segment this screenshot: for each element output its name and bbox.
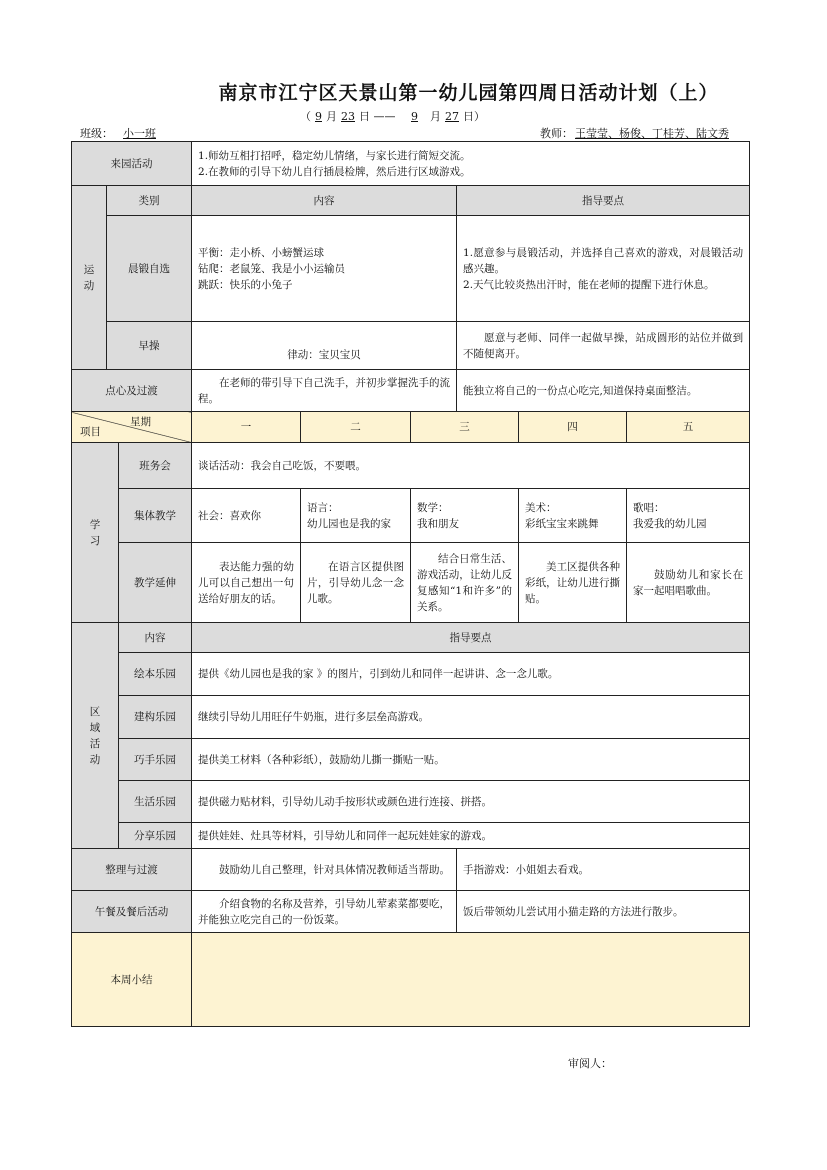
exercise-label: 早操: [107, 322, 192, 370]
area-text: 提供美工材料（各种彩纸），鼓励幼儿撕一撕贴一贴。: [192, 739, 750, 781]
group-thu: 美术： 彩纸宝宝来跳舞: [519, 489, 627, 543]
teaching-extension-label: 教学延伸: [119, 543, 192, 623]
area-text: 提供娃娃、灶具等材料，引导幼儿和同伴一起玩娃娃家的游戏。: [192, 823, 750, 849]
summary-content[interactable]: [192, 933, 750, 1027]
area-text: 提供磁力贴材料，引导幼儿动手按形状或颜色进行连接、拼搭。: [192, 781, 750, 823]
lunch-content: 介绍食物的名称及营养，引导幼儿荤素菜都要吃，并能独立吃完自己的一份饭菜。: [192, 891, 457, 933]
class-meeting-label: 班务会: [119, 443, 192, 489]
tidy-content: 鼓励幼儿自己整理，针对具体情况教师适当帮助。: [192, 849, 457, 891]
morning-label: 晨锻自选: [107, 216, 192, 322]
lunch-points: 饭后带领幼儿尝试用小猫走路的方法进行散步。: [457, 891, 750, 933]
tidy-label: 整理与过渡: [72, 849, 192, 891]
lunch-label: 午餐及餐后活动: [72, 891, 192, 933]
group-tue: 语言： 幼儿园也是我的家: [301, 489, 411, 543]
sports-col-points: 指导要点: [457, 186, 750, 216]
tidy-row: [72, 849, 750, 891]
exercise-row: [72, 322, 750, 370]
class-meeting-row: [72, 443, 750, 489]
sports-header-row: [72, 186, 750, 216]
day-fri: 五: [627, 412, 750, 443]
day-mon: 一: [192, 412, 301, 443]
area-row: [72, 653, 750, 696]
group-wed: 数学： 我和朋友: [411, 489, 519, 543]
teacher-value: 王莹莹、杨俊、丁桂芳、陆文秀: [575, 127, 729, 140]
morning-points: 1.愿意参与晨锻活动，并选择自己喜欢的游戏，对晨锻活动感兴趣。 2.天气比较炎热出汗时，能在老师的提醒下进行休息。: [457, 216, 750, 322]
group-mon: 社会：喜欢你: [192, 489, 301, 543]
group-fri: 歌唱： 我爱我的幼儿园: [627, 489, 750, 543]
day-thu: 四: [519, 412, 627, 443]
areas-col-content: 内容: [119, 623, 192, 653]
area-name: 建构乐园: [119, 696, 192, 739]
snack-row: [72, 370, 750, 412]
class-info: 班级： 小一班: [80, 125, 166, 141]
plan-table: [71, 141, 750, 1027]
area-text: 继续引导幼儿用旺仔牛奶瓶，进行多层垒高游戏。: [192, 696, 750, 739]
day-wed: 三: [411, 412, 519, 443]
sports-col-content: 内容: [192, 186, 457, 216]
end-month: 9: [411, 110, 418, 123]
snack-label: 点心及过渡: [72, 370, 192, 412]
teacher-info: 教师： 王莹莹、杨俊、丁桂芳、陆文秀: [540, 127, 729, 140]
area-row: [72, 696, 750, 739]
morning-content: 平衡：走小桥、小螃蟹运球 钻爬：老鼠笼、我是小小运输员 跳跃：快乐的小兔子: [192, 216, 457, 322]
summary-label: 本周小结: [72, 933, 192, 1027]
areas-header-row: [72, 623, 750, 653]
start-day: 23: [341, 110, 355, 123]
arrival-content: 1.师幼互相打招呼，稳定幼儿情绪，与家长进行简短交流。 2.在教师的引导下幼儿自行插晨检牌，然后进行区域游戏。: [192, 142, 750, 186]
arrival-label: 来园活动: [72, 142, 192, 186]
ext-wed: 结合日常生活、游戏活动，让幼儿反复感知“1和许多”的关系。: [411, 543, 519, 623]
ext-thu: 美工区提供各种彩纸，让幼儿进行撕贴。: [519, 543, 627, 623]
group-teaching-row: [72, 489, 750, 543]
area-name: 分享乐园: [119, 823, 192, 849]
ext-fri: 鼓励幼儿和家长在家一起唱唱歌曲。: [627, 543, 750, 623]
day-tue: 二: [301, 412, 411, 443]
exercise-points: 愿意与老师、同伴一起做早操，站成圆形的站位并做到不随便离开。: [457, 322, 750, 370]
start-month: 9: [315, 110, 322, 123]
week-header-row: [72, 412, 750, 443]
morning-exercise-row: [72, 216, 750, 322]
class-value: 小一班: [123, 127, 156, 140]
end-day: 27: [445, 110, 459, 123]
sports-label: 运动: [72, 186, 107, 370]
arrival-row: [72, 142, 750, 186]
week-diagonal-header: 星期 项目: [72, 412, 192, 443]
class-meeting-content: 谈话活动：我会自己吃饭，不要喂。: [192, 443, 750, 489]
area-name: 巧手乐园: [119, 739, 192, 781]
page-title: 南京市江宁区天景山第一幼儿园第四周日活动计划（上）: [218, 82, 719, 104]
areas-label: 区域活动: [72, 623, 119, 849]
teaching-extension-row: [72, 543, 750, 623]
group-teaching-label: 集体教学: [119, 489, 192, 543]
area-row: [72, 739, 750, 781]
sports-col-category: 类别: [107, 186, 192, 216]
ext-tue: 在语言区提供图片，引导幼儿念一念儿歌。: [301, 543, 411, 623]
tidy-points: 手指游戏：小姐姐去看戏。: [457, 849, 750, 891]
area-name: 生活乐园: [119, 781, 192, 823]
lunch-row: [72, 891, 750, 933]
date-range: （ 9 月 23 日 —— 9 月 27 日）: [300, 110, 485, 123]
exercise-content: 律动：宝贝宝贝: [192, 322, 457, 370]
area-text: 提供《幼儿园也是我的家 》的图片，引到幼儿和同伴一起讲讲、念一念儿歌。: [192, 653, 750, 696]
area-row: [72, 781, 750, 823]
area-name: 绘本乐园: [119, 653, 192, 696]
study-label: 学习: [72, 443, 119, 623]
snack-content: 在老师的带引导下自己洗手，并初步掌握洗手的流程。: [192, 370, 457, 412]
areas-col-points: 指导要点: [192, 623, 750, 653]
summary-row: [72, 933, 750, 1027]
area-row: [72, 823, 750, 849]
ext-mon: 表达能力强的幼儿可以自己想出一句送给好朋友的话。: [192, 543, 301, 623]
reviewer-label: 审阅人：: [568, 1057, 612, 1070]
snack-points: 能独立将自己的一份点心吃完,知道保持桌面整洁。: [457, 370, 750, 412]
